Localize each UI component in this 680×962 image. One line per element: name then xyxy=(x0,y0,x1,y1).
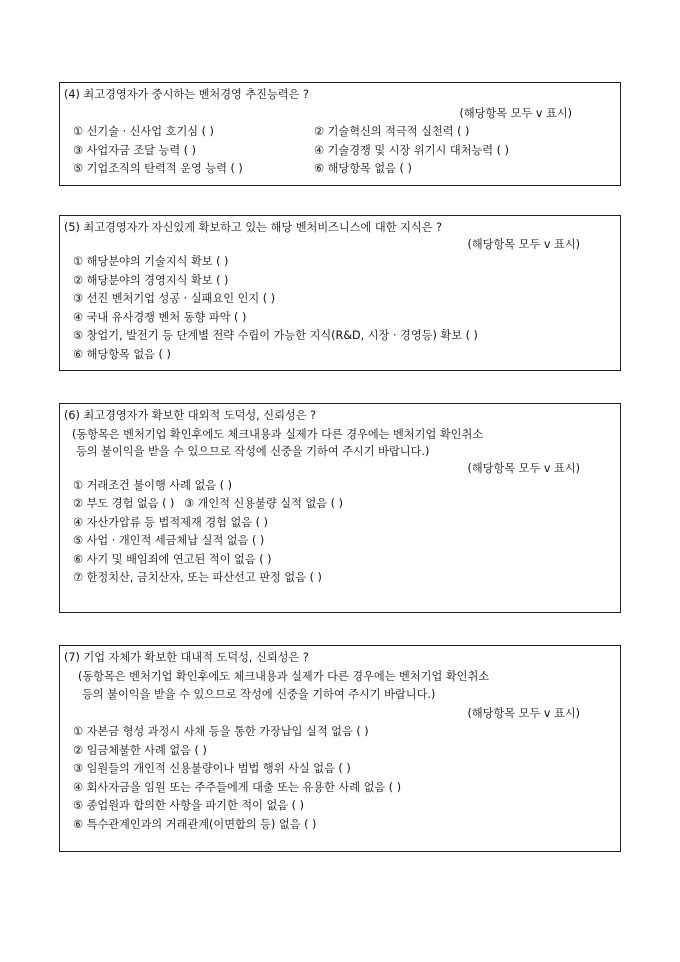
question-4-option-2[interactable]: ② 기술혁신의 적극적 실천력 ( ) xyxy=(314,125,470,138)
question-4-row xyxy=(64,160,616,179)
question-7-instruction: (해당항목 모두 v 표시) xyxy=(467,706,580,720)
question-4-row xyxy=(64,142,616,161)
question-7-option-2[interactable]: ② 임금체불한 사례 없음 ( ) xyxy=(73,743,207,757)
question-4-row xyxy=(64,123,616,142)
question-6-option-1[interactable]: ① 거래조건 불이행 사례 없음 ( ) xyxy=(73,478,232,492)
question-6-option-5[interactable]: ⑤ 사업 · 개인적 세금체납 실적 없음 ( ) xyxy=(73,534,265,547)
question-7-option-6[interactable]: ⑥ 특수관계인과의 거래관계(이면합의 등) 없음 ( ) xyxy=(73,817,317,831)
question-6-option-4[interactable]: ④ 자산가압류 등 법적제재 경험 없음 ( ) xyxy=(73,515,268,529)
question-6-option-3[interactable]: ③ 개인적 신용불량 실적 없음 ( ) xyxy=(183,497,343,510)
question-4-option-4[interactable]: ④ 기술경쟁 및 시장 위기시 대처능력 ( ) xyxy=(314,143,509,157)
question-7-option-4[interactable]: ④ 회사자금을 임원 또는 주주들에게 대출 또는 유용한 사례 없음 ( ) xyxy=(73,780,402,794)
question-5-option-5[interactable]: ⑤ 창업기, 발전기 등 단계별 전략 수립이 가능한 지식(R&D, 시장 · 경영등) 확보 ( ) xyxy=(73,329,478,342)
question-5-instruction: (해당항목 모두 v 표시) xyxy=(467,238,580,251)
question-7-note-line-1: (동항목은 벤처기업 확인후에도 체크내용과 실제가 다른 경우에는 벤처기업 확인취소 xyxy=(78,669,490,683)
question-5-option-2[interactable]: ② 해당분야의 경영지식 확보 ( ) xyxy=(73,273,229,287)
question-4-instruction: (해당항목 모두 v 표시) xyxy=(459,106,572,120)
question-7-option-3[interactable]: ③ 임원들의 개인적 신용불량이나 범법 행위 사실 없음 ( ) xyxy=(73,762,351,775)
question-5-box xyxy=(59,215,621,371)
question-4-option-1[interactable]: ① 신기술 · 신사업 호기심 ( ) xyxy=(73,125,214,138)
question-7-option-1[interactable]: ① 자본금 형성 과정시 사채 등을 통한 가장납입 실적 없음 ( ) xyxy=(73,725,369,738)
question-5-title: (5) 최고경영자가 자신있게 확보하고 있는 해당 벤처비즈니스에 대한 지식은 ? xyxy=(64,221,443,234)
question-6-option-2[interactable]: ② 부도 경험 없음 ( ) xyxy=(73,497,175,510)
question-4-title: (4) 최고경영자가 중시하는 벤처경영 추진능력은 ? xyxy=(64,88,309,101)
question-4-option-5[interactable]: ⑤ 기업조직의 탄력적 운영 능력 ( ) xyxy=(73,162,243,175)
question-4-option-3[interactable]: ③ 사업자금 조달 능력 ( ) xyxy=(73,143,196,157)
question-6-note-line-2: 등의 불이익을 받을 수 있으므로 작성에 신중을 기하여 주시기 바랍니다.) xyxy=(76,444,430,458)
question-6-note-line-1: (동항목은 벤처기업 확인후에도 체크내용과 실제가 다른 경우에는 벤처기업 확인취소 xyxy=(72,427,484,441)
question-7-option-5[interactable]: ⑤ 종업원과 합의한 사항을 파기한 적이 없음 ( ) xyxy=(73,799,304,812)
question-5-option-4[interactable]: ④ 국내 유사경쟁 벤처 동향 파악 ( ) xyxy=(73,310,247,324)
question-5-option-1[interactable]: ① 해당분야의 기술지식 확보 ( ) xyxy=(73,255,229,268)
question-6-instruction: (해당항목 모두 v 표시) xyxy=(467,461,580,475)
question-4-box xyxy=(59,82,621,186)
question-5-option-6[interactable]: ⑥ 해당항목 없음 ( ) xyxy=(73,347,171,361)
question-6-box xyxy=(59,403,621,613)
question-6-row-2 xyxy=(64,495,616,514)
question-6-title: (6) 최고경영자가 확보한 대외적 도덕성, 신뢰성은 ? xyxy=(64,409,317,422)
question-7-note-line-2: 등의 불이익을 받을 수 있으므로 작성에 신중을 기하여 주시기 바랍니다.) xyxy=(82,688,436,701)
question-6-option-7[interactable]: ⑦ 한정치산, 금치산자, 또는 파산선고 판정 없음 ( ) xyxy=(73,571,322,584)
question-7-title: (7) 기업 자체가 확보한 대내적 도덕성, 신뢰성은 ? xyxy=(64,651,309,664)
question-5-option-3[interactable]: ③ 선진 벤처기업 성공 · 실패요인 인지 ( ) xyxy=(73,292,276,305)
question-4-option-6[interactable]: ⑥ 해당항목 없음 ( ) xyxy=(314,162,412,175)
question-6-option-6[interactable]: ⑥ 사기 및 배임죄에 연고된 적이 없음 ( ) xyxy=(73,552,272,566)
question-7-box xyxy=(59,645,621,852)
